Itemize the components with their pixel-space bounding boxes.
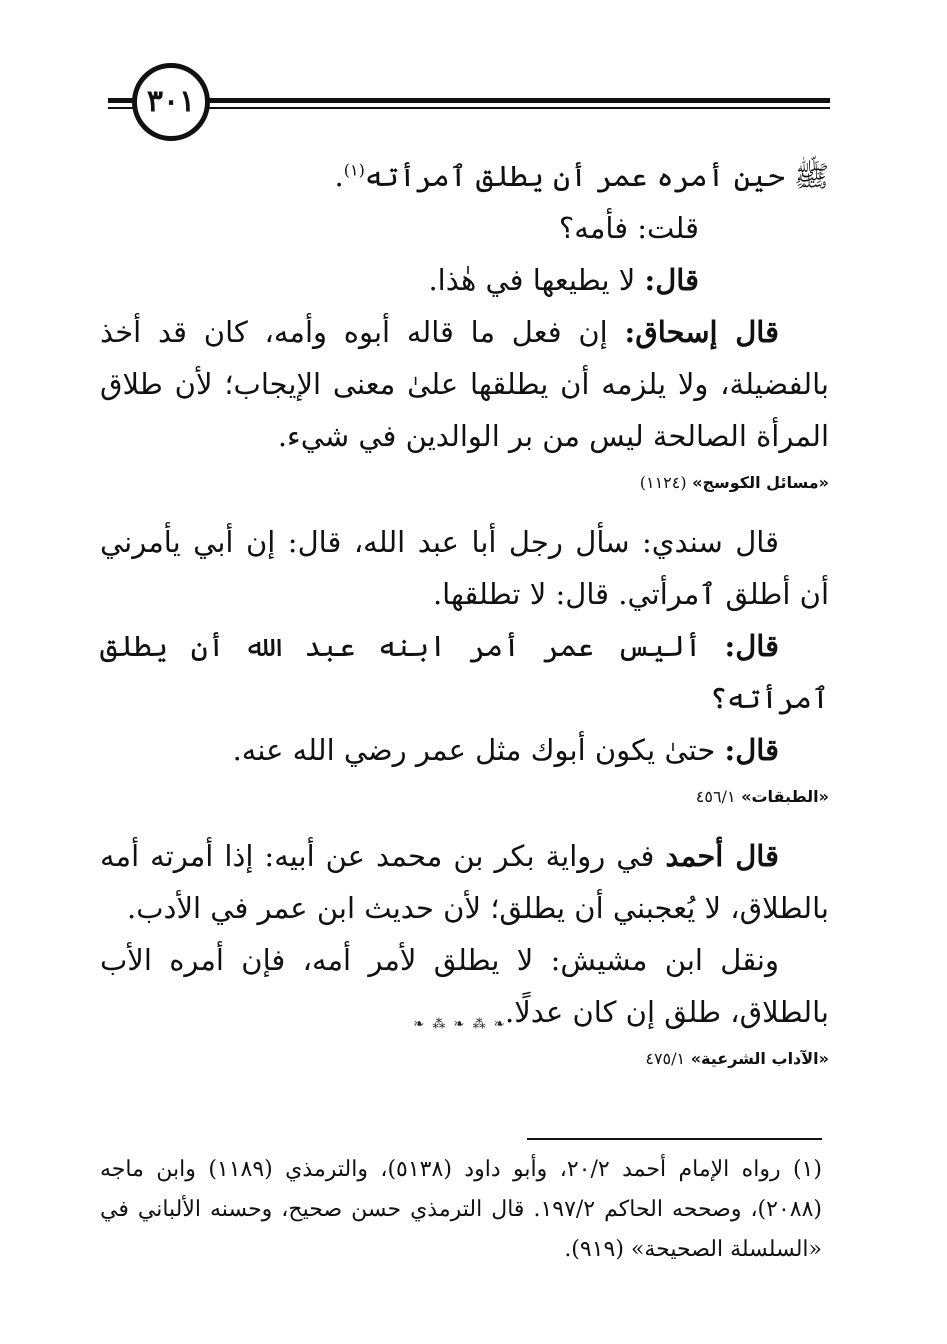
source-citation bbox=[100, 1048, 829, 1070]
source-ref: (١١٢٤) bbox=[639, 473, 687, 492]
paragraph-text: حتىٰ يكون أبوك مثل عمر رضي الله عنه. bbox=[232, 733, 725, 767]
section-ornament: ❧ ⁂ ❧ ⁂ ❧ bbox=[413, 1016, 507, 1032]
paragraph-text: في رواية بكر بن محمد عن أبيه: إذا أمرته أمه بالطلاق، لا يُعجبني أن يطلق؛ لأن حديث ابن عمر في الأدب. bbox=[100, 839, 829, 925]
paragraph-text: قلت: فأمه؟ bbox=[558, 211, 699, 245]
page-number-badge bbox=[132, 63, 210, 141]
paragraph-text: قال سندي: سأل رجل أبا عبد الله، قال: إن أبي يأمرني أن أطلق ٱمرأتي. قال: لا تطلقها. bbox=[100, 525, 829, 611]
source-name: «مسائل الكوسج» bbox=[692, 473, 829, 492]
paragraph-7 bbox=[100, 724, 829, 776]
paragraph-2 bbox=[100, 202, 829, 254]
paragraph-4 bbox=[100, 306, 829, 462]
paragraph-1 bbox=[100, 150, 829, 202]
header-rule-thick bbox=[108, 98, 830, 103]
speaker-label: قال إسحاق: bbox=[624, 315, 780, 349]
source-citation bbox=[100, 786, 829, 808]
source-ref: ٤٥٦/١ bbox=[695, 787, 736, 806]
paragraph-text: لا يطيعها في هٰذا. bbox=[428, 263, 645, 297]
paragraph-text: ﷺ حين أمره عمر أن يطلق ٱمرأته bbox=[364, 159, 829, 193]
speaker-label: قال أحمد bbox=[665, 839, 779, 873]
footnote-marker[interactable]: (١) bbox=[343, 160, 365, 180]
source-name: «الطبقات» bbox=[741, 787, 829, 806]
source-name: «الآداب الشرعية» bbox=[690, 1049, 829, 1068]
paragraph-3 bbox=[100, 254, 829, 306]
paragraph-text: إن فعل ما قاله أبوه وأمه، كان قد أخذ بالفضيلة، ولا يلزمه أن يطلقها علىٰ معنى الإيجاب؛ لأن طلاق المرأة الصالحة ليس من بر الوالدين في شيء. bbox=[100, 315, 829, 453]
paragraph-5 bbox=[100, 516, 829, 620]
source-citation bbox=[100, 472, 829, 494]
paragraph-end: . bbox=[334, 159, 344, 193]
footnote-text: (١) رواه الإمام أحمد ٢٠/٢، وأبو داود (٥١٣٨)، والترمذي (١١٨٩) وابن ماجه (٢٠٨٨)، وصححه الحاكم ١٩٧/٢. قال الترمذي حسن صحيح، وحسنه الألباني في «السلسلة الصحيحة» (٩١٩). bbox=[100, 1157, 823, 1262]
speaker-label: قال: bbox=[724, 733, 779, 767]
footnote-rule bbox=[527, 1138, 822, 1140]
speaker-label: قال: bbox=[724, 629, 779, 663]
page-number: ٣٠١ bbox=[146, 84, 196, 119]
paragraph-8 bbox=[100, 830, 829, 934]
header-rule-thin bbox=[108, 107, 830, 109]
source-ref: ٤٧٥/١ bbox=[645, 1049, 686, 1068]
paragraph-6 bbox=[100, 620, 829, 724]
footnote bbox=[100, 1150, 822, 1270]
main-text bbox=[100, 150, 829, 1092]
paragraph-text: ونقل ابن مشيش: لا يطلق لأمر أمه، فإن أمره الأب بالطلاق، طلق إن كان عدلًا. bbox=[100, 943, 829, 1029]
speaker-label: قال: bbox=[644, 263, 699, 297]
paragraph-text: أليس عمر أمر ابنه عبد الله أن يطلق ٱمرأته؟ bbox=[100, 629, 829, 715]
